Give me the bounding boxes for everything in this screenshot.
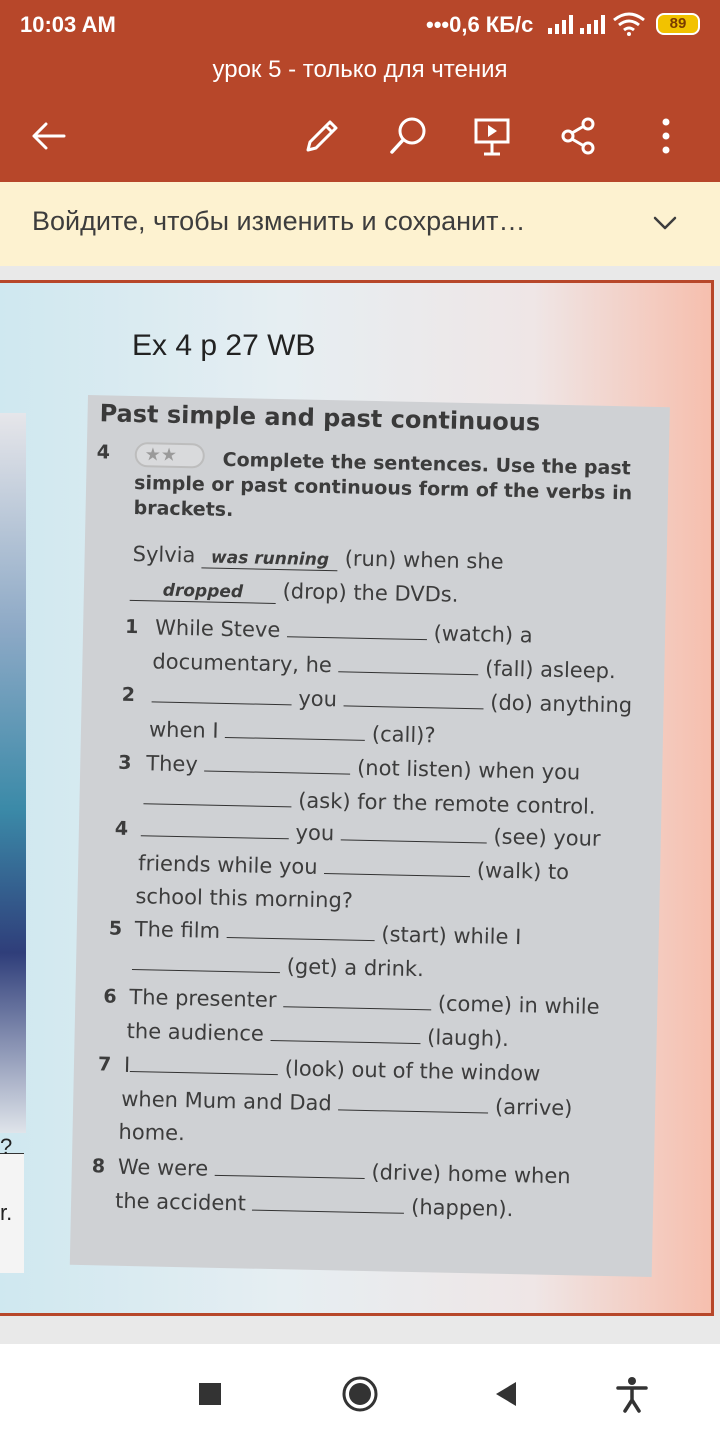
- status-time: 10:03 AM: [20, 12, 116, 37]
- exercise-line: friends while you (walk) to: [137, 851, 570, 885]
- recents-square-icon[interactable]: [190, 1374, 230, 1414]
- share-icon[interactable]: [556, 114, 600, 158]
- item-number: 4: [114, 817, 129, 840]
- difficulty-stars: ★★: [135, 442, 206, 468]
- answer-blank[interactable]: [143, 784, 291, 807]
- side-fragment: ?: [0, 1134, 13, 1159]
- answer-blank[interactable]: [141, 816, 289, 839]
- photo-edge: [0, 413, 26, 1133]
- document-title: урок 5 - только для чтения: [212, 56, 508, 83]
- answer-blank[interactable]: [344, 686, 484, 709]
- exercise-line: the audience (laugh).: [126, 1018, 510, 1051]
- more-icon[interactable]: [644, 114, 688, 158]
- item-number: 1: [124, 615, 139, 639]
- answer-blank[interactable]: [338, 652, 478, 675]
- item-number: 3: [118, 751, 132, 774]
- item-number: 6: [103, 985, 117, 1008]
- example-line-2: dropped (drop) the DVDs.: [130, 576, 459, 608]
- exercise-line: While Steve (watch) a: [154, 615, 533, 648]
- signal-icon: [578, 14, 608, 34]
- example-line-1: Sylvia was running (run) when she: [132, 541, 504, 574]
- side-fragment: r.: [0, 1200, 13, 1225]
- signal-icon: [546, 14, 576, 34]
- accessibility-icon[interactable]: [612, 1374, 652, 1414]
- back-triangle-icon[interactable]: [486, 1374, 526, 1414]
- chevron-down-icon[interactable]: [648, 206, 682, 240]
- item-number: 8: [91, 1155, 106, 1178]
- instructions: Complete the sentences. Use the past simple or past continuous form of the verbs in brackets.: [133, 448, 633, 522]
- answer-blank[interactable]: [152, 682, 292, 705]
- answer-blank[interactable]: [287, 617, 427, 640]
- exercise-line: when Mum and Dad (arrive): [121, 1086, 573, 1121]
- answer-blank[interactable]: [252, 1191, 404, 1214]
- network-speed: •••0,6 КБ/с: [426, 12, 534, 37]
- presentation-icon[interactable]: [470, 114, 514, 158]
- exercise-line: when I (call)?: [148, 717, 436, 748]
- search-icon[interactable]: [386, 114, 430, 158]
- pencil-icon[interactable]: [300, 114, 344, 158]
- app-header: [0, 0, 720, 182]
- example-answer: was running: [202, 547, 338, 571]
- exercise-line: They (not listen) when you: [146, 751, 581, 785]
- answer-blank[interactable]: [132, 950, 280, 973]
- battery-icon: 89: [656, 13, 700, 35]
- answer-blank[interactable]: [227, 918, 375, 941]
- answer-blank[interactable]: [283, 987, 431, 1010]
- answer-blank[interactable]: [215, 1156, 365, 1179]
- exercise-number: 4: [96, 441, 111, 464]
- exercise-line: you (do) anything: [151, 682, 632, 717]
- example-answer: dropped: [130, 580, 276, 604]
- status-bar: [0, 0, 720, 50]
- item-number: 7: [97, 1053, 112, 1076]
- sign-in-banner[interactable]: [0, 182, 720, 266]
- item-number: 2: [121, 683, 136, 707]
- answer-blank[interactable]: [270, 1021, 420, 1044]
- exercise-line: I (look) out of the window: [123, 1052, 541, 1086]
- answer-blank[interactable]: [338, 1090, 488, 1113]
- wifi-icon: [612, 12, 646, 36]
- exercise-line: The presenter (come) in while: [129, 985, 600, 1019]
- exercise-line: We were (drive) home when: [117, 1154, 571, 1189]
- answer-blank[interactable]: [130, 1052, 278, 1075]
- banner-text: Войдите, чтобы изменить и сохранит…: [32, 206, 526, 236]
- exercise-line: documentary, he (fall) asleep.: [152, 649, 616, 684]
- workbook-photo: [70, 395, 670, 1277]
- system-nav-bar: [0, 1344, 720, 1440]
- exercise-line: home.: [118, 1119, 186, 1146]
- answer-blank[interactable]: [204, 752, 350, 775]
- answer-blank[interactable]: [324, 854, 470, 877]
- exercise-line: the accident (happen).: [114, 1188, 514, 1222]
- photo-edge-lower: [0, 1134, 24, 1273]
- exercise-line: (get) a drink.: [132, 950, 424, 981]
- exercise-title: Ex 4 p 27 WB: [132, 329, 316, 362]
- exercise-line: school this morning?: [135, 884, 354, 913]
- exercise-line: (ask) for the remote control.: [143, 784, 596, 818]
- answer-blank[interactable]: [341, 820, 487, 843]
- home-circle-icon[interactable]: [340, 1374, 380, 1414]
- document-page[interactable]: [0, 280, 714, 1316]
- exercise-line: you (see) your: [141, 816, 601, 851]
- answer-blank[interactable]: [225, 718, 365, 741]
- section-heading: Past simple and past continuous: [99, 399, 541, 437]
- item-number: 5: [108, 917, 123, 940]
- exercise-line: The film (start) while I: [134, 917, 522, 950]
- back-icon[interactable]: [26, 114, 70, 158]
